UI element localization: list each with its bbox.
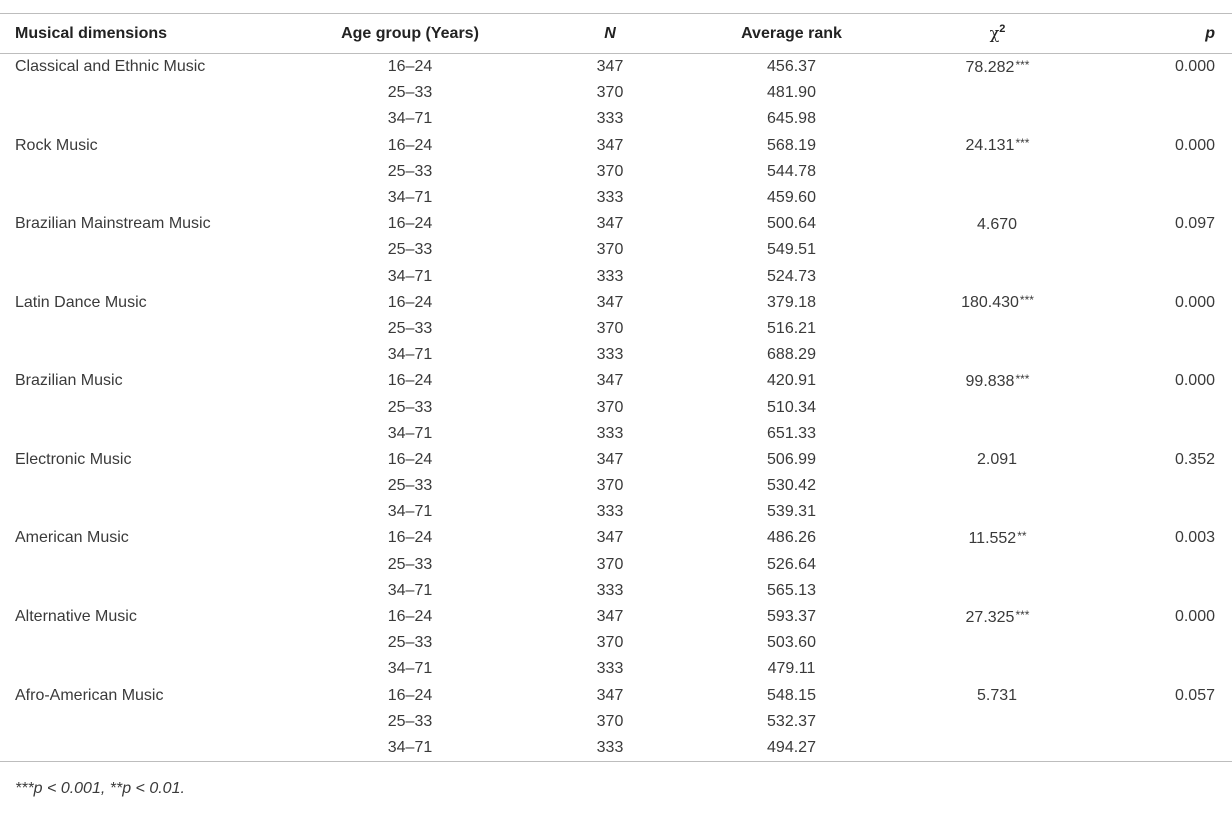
cell-musical-dimension xyxy=(0,316,275,342)
cell-age-group: 34–71 xyxy=(387,503,433,521)
cell-average-rank: 516.21 xyxy=(767,319,816,337)
cell-average-rank: 459.60 xyxy=(767,189,816,207)
table-row xyxy=(0,735,1232,762)
cell-chi-square xyxy=(908,421,1087,447)
cell-chi-square xyxy=(908,159,1087,185)
cell-n: 370 xyxy=(596,84,624,102)
cell-average-rank: 524.73 xyxy=(767,267,816,285)
cell-age-group: 25–33 xyxy=(387,319,433,337)
chi-square-value: 78.282 xyxy=(965,58,1015,76)
cell-musical-dimension: Classical and Ethnic Music xyxy=(15,58,206,76)
significance-stars: *** xyxy=(1015,607,1030,622)
cell-average-rank: 645.98 xyxy=(767,110,816,128)
cell-age-group: 25–33 xyxy=(387,162,433,180)
table-row xyxy=(0,604,1232,630)
cell-chi-square xyxy=(908,54,1087,81)
cell-chi-square xyxy=(908,394,1087,420)
table-row xyxy=(0,211,1232,237)
table-row xyxy=(0,106,1232,132)
cell-n: 333 xyxy=(596,503,624,521)
significance-stars: *** xyxy=(1015,136,1030,151)
cell-chi-square xyxy=(908,237,1087,263)
table-row xyxy=(0,552,1232,578)
cell-n: 347 xyxy=(596,136,624,154)
cell-musical-dimension xyxy=(0,709,275,735)
table-row xyxy=(0,447,1232,473)
cell-age-group: 34–71 xyxy=(387,267,433,285)
cell-average-rank: 456.37 xyxy=(767,58,816,76)
table-row xyxy=(0,394,1232,420)
cell-average-rank: 500.64 xyxy=(767,215,816,233)
cell-p-value xyxy=(1087,578,1232,604)
cell-n: 333 xyxy=(596,267,624,285)
table-footnote: ***p < 0.001, **p < 0.01. xyxy=(15,780,185,797)
cell-age-group: 34–71 xyxy=(387,660,433,678)
cell-n: 347 xyxy=(596,372,624,390)
significance-stars: *** xyxy=(1015,371,1030,386)
cell-n: 333 xyxy=(545,735,675,762)
cell-p-value xyxy=(1087,185,1232,211)
table-row xyxy=(0,421,1232,447)
header-p: p xyxy=(1087,14,1232,54)
chi-square-value: 24.131 xyxy=(965,137,1015,155)
header-row xyxy=(0,14,1232,54)
cell-age-group: 25–33 xyxy=(387,477,433,495)
cell-n: 347 xyxy=(596,686,624,704)
cell-p-value: 0.000 xyxy=(1174,608,1215,626)
cell-n: 370 xyxy=(596,555,624,573)
cell-chi-square xyxy=(908,211,1087,237)
cell-chi-square xyxy=(908,106,1087,132)
cell-age-group: 16–24 xyxy=(387,608,433,626)
cell-p-value: 0.000 xyxy=(1174,58,1215,76)
cell-average-rank: 688.29 xyxy=(767,346,816,364)
cell-chi-square xyxy=(908,630,1087,656)
cell-musical-dimension xyxy=(0,159,275,185)
cell-musical-dimension: Brazilian Mainstream Music xyxy=(15,215,211,233)
cell-average-rank: 565.13 xyxy=(767,581,816,599)
cell-average-rank: 479.11 xyxy=(767,660,816,678)
table-header xyxy=(0,14,1232,54)
table-row xyxy=(0,237,1232,263)
cell-chi-square xyxy=(908,133,1087,159)
cell-average-rank: 486.26 xyxy=(767,529,816,547)
table-row xyxy=(0,368,1232,394)
cell-average-rank: 544.78 xyxy=(767,162,816,180)
cell-p-value: 0.352 xyxy=(1174,450,1215,468)
chi-square-value: 2.091 xyxy=(976,451,1018,469)
table-row xyxy=(0,342,1232,368)
cell-average-rank: 548.15 xyxy=(767,686,816,704)
cell-musical-dimension xyxy=(0,237,275,263)
cell-musical-dimension xyxy=(0,394,275,420)
cell-p-value: 0.000 xyxy=(1174,293,1215,311)
cell-musical-dimension xyxy=(0,473,275,499)
cell-musical-dimension: Rock Music xyxy=(15,136,98,154)
significance-stars: *** xyxy=(1019,293,1034,308)
cell-p-value xyxy=(1087,106,1232,132)
cell-age-group: 16–24 xyxy=(387,58,433,76)
cell-musical-dimension xyxy=(0,80,275,106)
cell-chi-square xyxy=(908,290,1087,316)
table-row xyxy=(0,709,1232,735)
cell-p-value xyxy=(1087,264,1232,290)
chi-square-value: 99.838 xyxy=(965,372,1015,390)
cell-n: 370 xyxy=(596,634,624,652)
header-age-group: Age group (Years) xyxy=(275,14,545,54)
header-n: N xyxy=(545,14,675,54)
header-musical-dimensions: Musical dimensions xyxy=(0,14,275,54)
cell-age-group: 16–24 xyxy=(387,450,433,468)
table-row xyxy=(0,525,1232,551)
cell-chi-square xyxy=(908,683,1087,709)
cell-p-value: 0.000 xyxy=(1174,372,1215,390)
cell-p-value: 0.003 xyxy=(1174,529,1215,547)
cell-n: 333 xyxy=(596,110,624,128)
cell-average-rank: 420.91 xyxy=(767,372,816,390)
table-row xyxy=(0,656,1232,682)
chi-square-value: 5.731 xyxy=(976,687,1018,705)
cell-p-value xyxy=(1087,237,1232,263)
table-row xyxy=(0,133,1232,159)
cell-age-group: 34–71 xyxy=(387,346,433,364)
cell-average-rank: 526.64 xyxy=(767,555,816,573)
chi-square-value: 4.670 xyxy=(976,215,1018,233)
cell-p-value xyxy=(1087,735,1232,762)
significance-stars: *** xyxy=(1015,57,1030,72)
cell-n: 333 xyxy=(596,189,624,207)
table-row xyxy=(0,683,1232,709)
table-row xyxy=(0,499,1232,525)
cell-n: 370 xyxy=(596,319,624,337)
cell-p-value xyxy=(1087,552,1232,578)
cell-n: 333 xyxy=(596,346,624,364)
cell-average-rank: 481.90 xyxy=(767,84,816,102)
cell-age-group: 25–33 xyxy=(387,555,433,573)
cell-n: 370 xyxy=(596,241,624,259)
cell-age-group: 34–71 xyxy=(387,110,433,128)
cell-age-group: 34–71 xyxy=(275,735,545,762)
cell-p-value xyxy=(1087,630,1232,656)
cell-musical-dimension: Alternative Music xyxy=(15,608,137,626)
cell-p-value xyxy=(1087,473,1232,499)
cell-chi-square xyxy=(908,316,1087,342)
cell-chi-square xyxy=(908,578,1087,604)
cell-age-group: 34–71 xyxy=(387,424,433,442)
cell-chi-square xyxy=(908,473,1087,499)
table-row xyxy=(0,54,1232,81)
cell-age-group: 25–33 xyxy=(387,241,433,259)
cell-average-rank: 530.42 xyxy=(767,477,816,495)
table-row xyxy=(0,473,1232,499)
cell-n: 370 xyxy=(596,477,624,495)
cell-musical-dimension xyxy=(0,421,275,447)
cell-musical-dimension: Electronic Music xyxy=(15,450,132,468)
cell-average-rank: 532.37 xyxy=(767,712,816,730)
cell-n: 370 xyxy=(596,712,624,730)
cell-p-value: 0.057 xyxy=(1174,686,1215,704)
cell-musical-dimension xyxy=(0,185,275,211)
cell-age-group: 16–24 xyxy=(387,215,433,233)
cell-age-group: 25–33 xyxy=(387,84,433,102)
cell-age-group: 16–24 xyxy=(387,136,433,154)
cell-chi-square xyxy=(908,604,1087,630)
cell-chi-square xyxy=(908,735,1087,762)
cell-chi-square xyxy=(908,525,1087,551)
table-row xyxy=(0,185,1232,211)
cell-p-value xyxy=(1087,159,1232,185)
cell-p-value xyxy=(1087,709,1232,735)
table-row xyxy=(0,80,1232,106)
cell-musical-dimension xyxy=(0,499,275,525)
chi-symbol: χ xyxy=(989,23,1000,43)
cell-n: 333 xyxy=(596,424,624,442)
cell-musical-dimension xyxy=(0,264,275,290)
cell-chi-square xyxy=(908,342,1087,368)
cell-musical-dimension: Latin Dance Music xyxy=(15,293,147,311)
cell-age-group: 25–33 xyxy=(387,398,433,416)
cell-p-value: 0.000 xyxy=(1174,136,1215,154)
cell-average-rank: 539.31 xyxy=(767,503,816,521)
cell-p-value: 0.097 xyxy=(1174,215,1215,233)
cell-average-rank: 568.19 xyxy=(767,136,816,154)
cell-chi-square xyxy=(908,80,1087,106)
cell-age-group: 16–24 xyxy=(387,372,433,390)
cell-average-rank: 510.34 xyxy=(767,398,816,416)
cell-average-rank: 503.60 xyxy=(767,634,816,652)
cell-p-value xyxy=(1087,499,1232,525)
cell-age-group: 25–33 xyxy=(387,712,433,730)
cell-age-group: 16–24 xyxy=(387,686,433,704)
cell-musical-dimension xyxy=(0,578,275,604)
table-row xyxy=(0,159,1232,185)
cell-musical-dimension xyxy=(0,735,275,762)
cell-p-value xyxy=(1087,656,1232,682)
cell-chi-square xyxy=(908,447,1087,473)
table-row xyxy=(0,264,1232,290)
cell-n: 333 xyxy=(596,660,624,678)
cell-chi-square xyxy=(908,368,1087,394)
results-table xyxy=(0,13,1232,762)
cell-chi-square xyxy=(908,185,1087,211)
cell-musical-dimension xyxy=(0,630,275,656)
chi-square-value: 11.552 xyxy=(968,529,1017,547)
cell-n: 347 xyxy=(596,293,624,311)
table-body xyxy=(0,54,1232,762)
cell-average-rank: 651.33 xyxy=(767,424,816,442)
table-row xyxy=(0,316,1232,342)
cell-n: 347 xyxy=(596,215,624,233)
cell-p-value xyxy=(1087,342,1232,368)
table-row xyxy=(0,578,1232,604)
chi-exponent: 2 xyxy=(999,23,1006,36)
cell-p-value xyxy=(1087,80,1232,106)
cell-average-rank: 379.18 xyxy=(767,293,816,311)
cell-n: 347 xyxy=(596,450,624,468)
table-row xyxy=(0,630,1232,656)
cell-musical-dimension: Brazilian Music xyxy=(15,372,123,390)
cell-average-rank: 494.27 xyxy=(675,735,908,762)
cell-musical-dimension xyxy=(0,106,275,132)
cell-musical-dimension xyxy=(0,656,275,682)
cell-musical-dimension xyxy=(0,552,275,578)
cell-n: 347 xyxy=(596,58,624,76)
cell-age-group: 16–24 xyxy=(387,529,433,547)
cell-chi-square xyxy=(908,709,1087,735)
cell-n: 347 xyxy=(596,529,624,547)
cell-average-rank: 593.37 xyxy=(767,608,816,626)
cell-n: 370 xyxy=(596,162,624,180)
cell-chi-square xyxy=(908,264,1087,290)
cell-p-value xyxy=(1087,394,1232,420)
table-row xyxy=(0,290,1232,316)
cell-musical-dimension xyxy=(0,342,275,368)
cell-musical-dimension: Afro-American Music xyxy=(15,686,164,704)
cell-p-value xyxy=(1087,421,1232,447)
cell-n: 370 xyxy=(596,398,624,416)
significance-stars: ** xyxy=(1017,528,1027,543)
header-chi-square xyxy=(908,14,1087,54)
cell-chi-square xyxy=(908,499,1087,525)
cell-n: 347 xyxy=(596,608,624,626)
cell-age-group: 16–24 xyxy=(387,293,433,311)
cell-average-rank: 506.99 xyxy=(767,450,816,468)
cell-age-group: 34–71 xyxy=(387,581,433,599)
chi-square-value: 27.325 xyxy=(965,608,1015,626)
cell-chi-square xyxy=(908,656,1087,682)
cell-age-group: 34–71 xyxy=(387,189,433,207)
cell-p-value xyxy=(1087,316,1232,342)
cell-n: 333 xyxy=(596,581,624,599)
chi-square-value: 180.430 xyxy=(961,294,1019,312)
cell-chi-square xyxy=(908,552,1087,578)
cell-musical-dimension: American Music xyxy=(15,529,129,547)
cell-age-group: 25–33 xyxy=(387,634,433,652)
header-average-rank: Average rank xyxy=(675,14,908,54)
cell-average-rank: 549.51 xyxy=(767,241,816,259)
